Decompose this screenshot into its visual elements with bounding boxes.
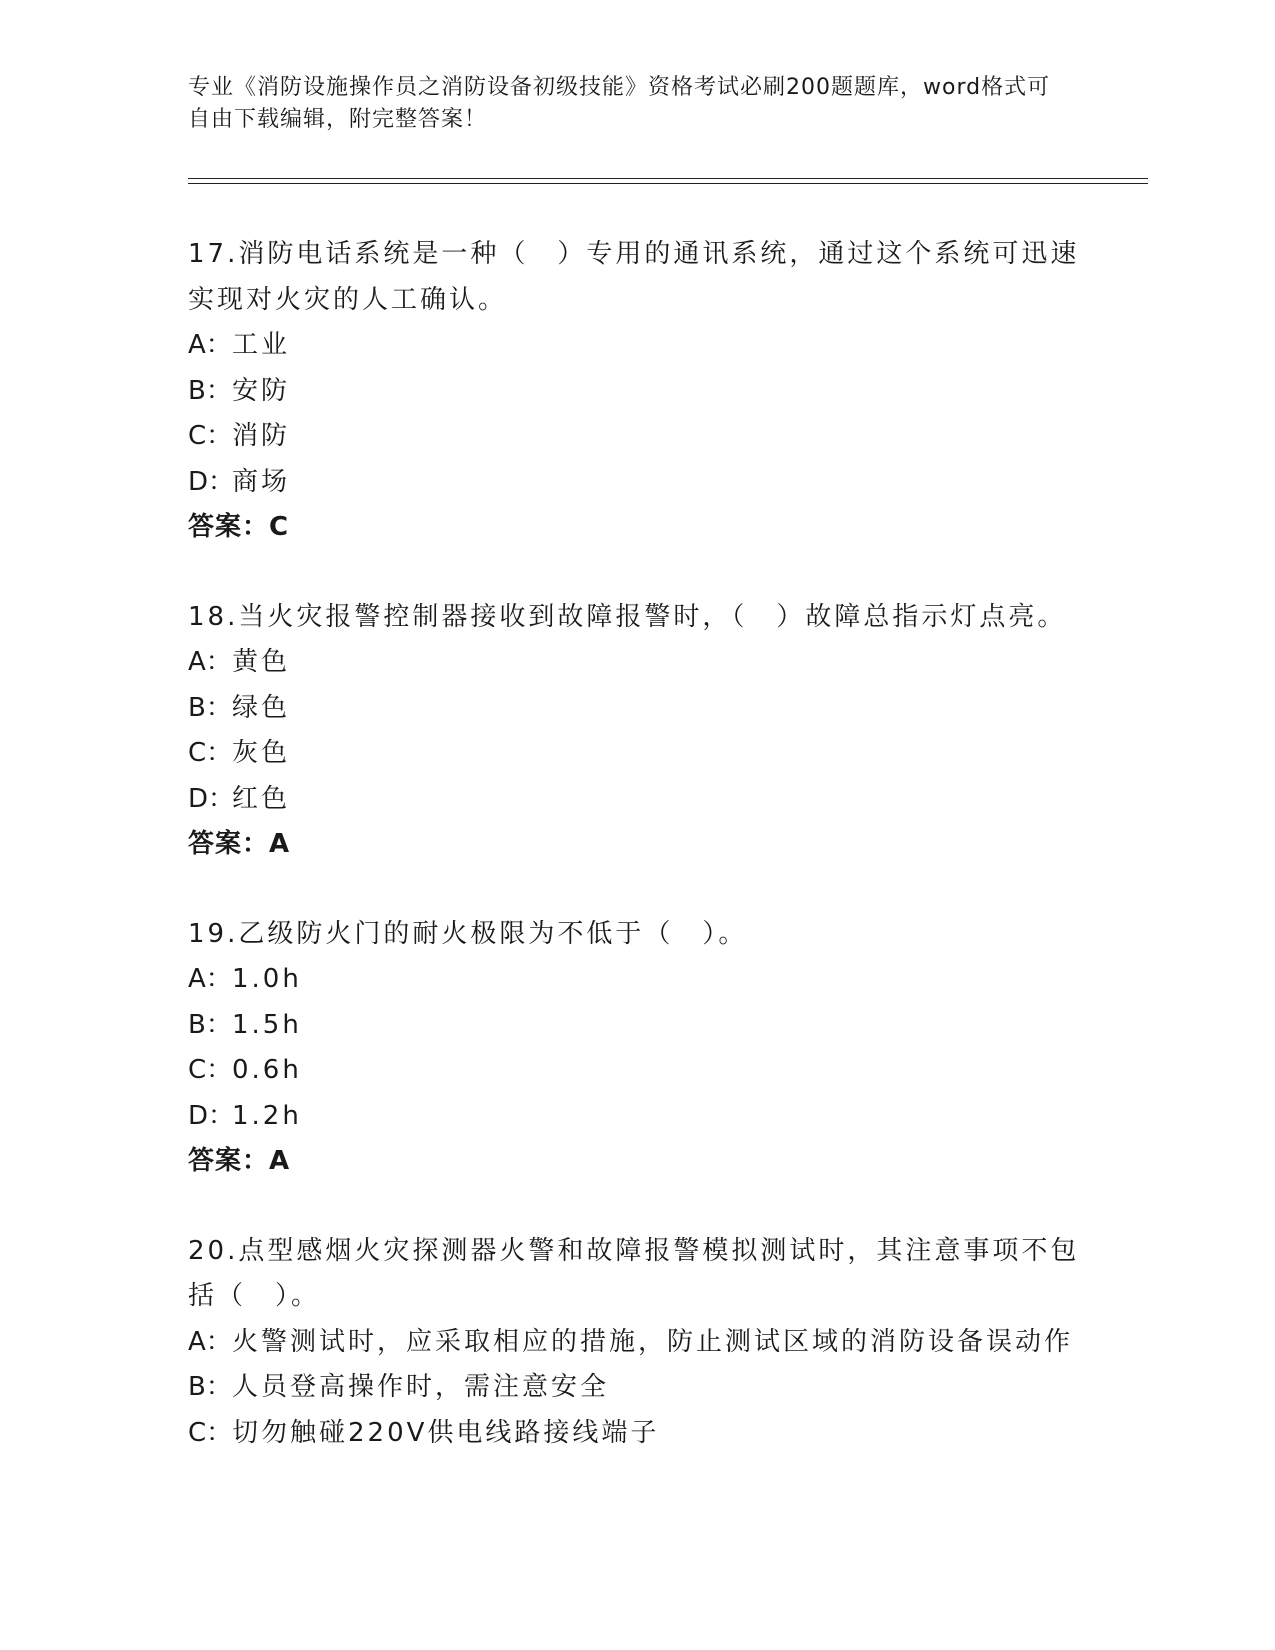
option-a xyxy=(188,323,1088,369)
option-text: 灰色 xyxy=(232,738,291,768)
question-stem: 17.消防电话系统是一种（ ）专用的通讯系统，通过这个系统可迅速实现对火灾的人工确认。 xyxy=(188,239,1080,315)
question-19 xyxy=(188,912,1088,1185)
option-d xyxy=(188,777,1088,823)
option-key: A： xyxy=(188,330,232,360)
question-stem: 19.乙级防火门的耐火极限为不低于（ ）。 xyxy=(188,918,748,949)
option-d xyxy=(188,1094,1088,1140)
option-c xyxy=(188,1411,1088,1457)
header-divider-top xyxy=(188,178,1148,179)
option-key: B： xyxy=(188,1009,232,1040)
option-a xyxy=(188,957,1088,1003)
question-20 xyxy=(188,1229,1088,1457)
option-text: 1.2h xyxy=(232,1100,302,1131)
question-stem: 18.当火灾报警控制器接收到故障报警时，（ ）故障总指示灯点亮。 xyxy=(188,601,1067,632)
option-text: 工业 xyxy=(232,330,291,360)
option-key: D： xyxy=(188,466,235,497)
option-text: 0.6h xyxy=(232,1055,302,1085)
option-key: A： xyxy=(188,647,232,677)
option-a xyxy=(188,1320,1088,1366)
option-a xyxy=(188,640,1088,686)
option-text: 人员登高操作时，需注意安全 xyxy=(232,1372,610,1402)
option-key: A： xyxy=(188,964,232,994)
option-text: 1.0h xyxy=(232,964,302,994)
option-text: 1.5h xyxy=(232,1009,302,1040)
option-text: 消防 xyxy=(232,421,291,451)
option-key: B： xyxy=(188,692,232,723)
option-key: C： xyxy=(188,1055,233,1085)
option-key: B： xyxy=(188,375,232,406)
option-b xyxy=(188,1365,1088,1411)
option-text: 黄色 xyxy=(232,647,291,677)
option-text: 安防 xyxy=(232,375,291,406)
question-list xyxy=(188,232,1088,1500)
option-key: C： xyxy=(188,421,233,451)
option-key: C： xyxy=(188,1417,233,1448)
option-text: 红色 xyxy=(232,783,291,814)
option-key: D： xyxy=(188,783,235,814)
option-c xyxy=(188,731,1088,777)
option-b xyxy=(188,1003,1088,1049)
question-18 xyxy=(188,595,1088,868)
option-key: D： xyxy=(188,1100,235,1131)
question-stem: 20.点型感烟火灾探测器火警和故障报警模拟测试时，其注意事项不包括（ ）。 xyxy=(188,1235,1080,1311)
question-17 xyxy=(188,232,1088,551)
answer-line: 答案：C xyxy=(188,512,290,542)
header-divider-bottom xyxy=(188,183,1148,184)
option-d xyxy=(188,460,1088,506)
option-key: C： xyxy=(188,738,233,768)
option-b xyxy=(188,369,1088,415)
option-key: A： xyxy=(188,1326,232,1357)
option-text: 火警测试时，应采取相应的措施，防止测试区域的消防设备误动作 xyxy=(232,1326,1074,1357)
option-key: B： xyxy=(188,1372,232,1402)
option-text: 切勿触碰220V供电线路接线端子 xyxy=(232,1417,660,1448)
option-b xyxy=(188,686,1088,732)
option-text: 绿色 xyxy=(232,692,291,723)
answer-line: 答案：A xyxy=(188,829,291,859)
option-c xyxy=(188,414,1088,460)
document-header: 专业《消防设施操作员之消防设备初级技能》资格考试必刷200题题库，word格式可自由下载编辑，附完整答案！ xyxy=(188,75,1051,132)
answer-line: 答案：A xyxy=(188,1146,291,1176)
option-text: 商场 xyxy=(232,466,291,497)
option-c xyxy=(188,1048,1088,1094)
